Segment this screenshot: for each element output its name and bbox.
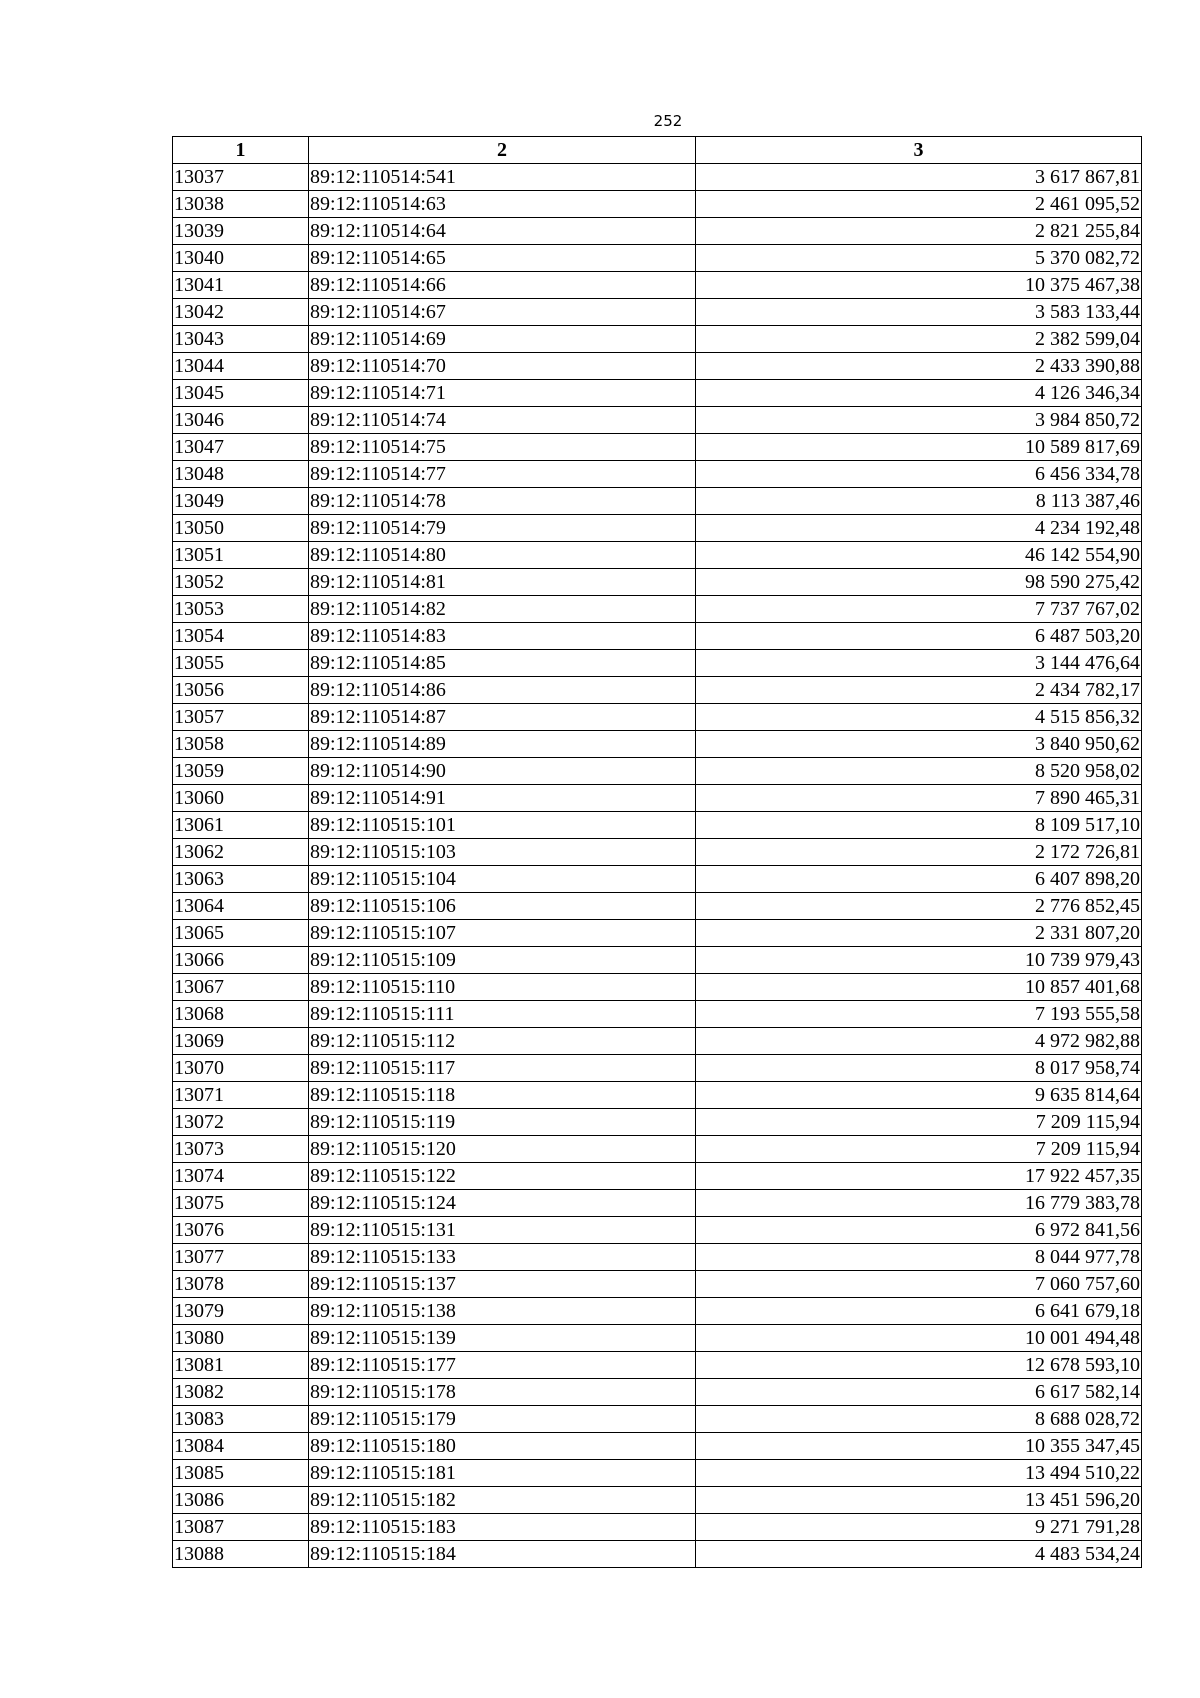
value-cell: 8 113 387,46 <box>696 488 1142 515</box>
table-row <box>173 218 1142 245</box>
cadastral-number-cell: 89:12:110514:81 <box>309 569 696 596</box>
value-cell: 8 520 958,02 <box>696 758 1142 785</box>
value-cell: 10 739 979,43 <box>696 947 1142 974</box>
table-row <box>173 704 1142 731</box>
cadastral-number-cell: 89:12:110514:70 <box>309 353 696 380</box>
value-cell: 8 044 977,78 <box>696 1244 1142 1271</box>
table-row <box>173 1352 1142 1379</box>
row-number-cell: 13048 <box>173 461 309 488</box>
cadastral-number-cell: 89:12:110514:78 <box>309 488 696 515</box>
cadastral-number-cell: 89:12:110515:112 <box>309 1028 696 1055</box>
row-number-cell: 13058 <box>173 731 309 758</box>
cadastral-number-cell: 89:12:110514:86 <box>309 677 696 704</box>
cadastral-number-cell: 89:12:110515:111 <box>309 1001 696 1028</box>
cadastral-number-cell: 89:12:110515:106 <box>309 893 696 920</box>
table-row <box>173 272 1142 299</box>
cadastral-number-cell: 89:12:110514:91 <box>309 785 696 812</box>
row-number-cell: 13062 <box>173 839 309 866</box>
row-number-cell: 13068 <box>173 1001 309 1028</box>
table-row <box>173 434 1142 461</box>
cadastral-number-cell: 89:12:110515:118 <box>309 1082 696 1109</box>
row-number-cell: 13038 <box>173 191 309 218</box>
table-row <box>173 920 1142 947</box>
table-row <box>173 623 1142 650</box>
row-number-cell: 13086 <box>173 1487 309 1514</box>
value-cell: 7 890 465,31 <box>696 785 1142 812</box>
value-cell: 9 635 814,64 <box>696 1082 1142 1109</box>
value-cell: 4 483 534,24 <box>696 1541 1142 1568</box>
value-cell: 4 515 856,32 <box>696 704 1142 731</box>
value-cell: 4 126 346,34 <box>696 380 1142 407</box>
cadastral-number-cell: 89:12:110515:120 <box>309 1136 696 1163</box>
table-row <box>173 380 1142 407</box>
value-cell: 3 984 850,72 <box>696 407 1142 434</box>
cadastral-number-cell: 89:12:110514:79 <box>309 515 696 542</box>
row-number-cell: 13053 <box>173 596 309 623</box>
value-cell: 8 017 958,74 <box>696 1055 1142 1082</box>
row-number-cell: 13041 <box>173 272 309 299</box>
value-cell: 3 583 133,44 <box>696 299 1142 326</box>
row-number-cell: 13044 <box>173 353 309 380</box>
row-number-cell: 13072 <box>173 1109 309 1136</box>
row-number-cell: 13060 <box>173 785 309 812</box>
cadastral-number-cell: 89:12:110514:71 <box>309 380 696 407</box>
row-number-cell: 13071 <box>173 1082 309 1109</box>
table-row <box>173 542 1142 569</box>
cadastral-number-cell: 89:12:110515:131 <box>309 1217 696 1244</box>
cadastral-number-cell: 89:12:110514:74 <box>309 407 696 434</box>
cadastral-number-cell: 89:12:110514:87 <box>309 704 696 731</box>
table-row <box>173 1325 1142 1352</box>
table-row <box>173 245 1142 272</box>
value-cell: 10 001 494,48 <box>696 1325 1142 1352</box>
value-cell: 10 375 467,38 <box>696 272 1142 299</box>
value-cell: 13 451 596,20 <box>696 1487 1142 1514</box>
cadastral-number-cell: 89:12:110514:83 <box>309 623 696 650</box>
cadastral-number-cell: 89:12:110514:82 <box>309 596 696 623</box>
value-cell: 8 109 517,10 <box>696 812 1142 839</box>
value-cell: 17 922 457,35 <box>696 1163 1142 1190</box>
table-row <box>173 731 1142 758</box>
row-number-cell: 13084 <box>173 1433 309 1460</box>
table-row <box>173 1406 1142 1433</box>
table-row <box>173 1460 1142 1487</box>
row-number-cell: 13043 <box>173 326 309 353</box>
cadastral-number-cell: 89:12:110514:64 <box>309 218 696 245</box>
cadastral-number-cell: 89:12:110515:133 <box>309 1244 696 1271</box>
value-cell: 2 434 782,17 <box>696 677 1142 704</box>
value-cell: 6 407 898,20 <box>696 866 1142 893</box>
table-row <box>173 353 1142 380</box>
cadastral-number-cell: 89:12:110515:117 <box>309 1055 696 1082</box>
cadastral-number-cell: 89:12:110514:69 <box>309 326 696 353</box>
value-cell: 3 840 950,62 <box>696 731 1142 758</box>
cadastral-number-cell: 89:12:110515:107 <box>309 920 696 947</box>
value-cell: 46 142 554,90 <box>696 542 1142 569</box>
row-number-cell: 13075 <box>173 1190 309 1217</box>
table-row <box>173 947 1142 974</box>
table-row <box>173 326 1142 353</box>
cadastral-number-cell: 89:12:110514:85 <box>309 650 696 677</box>
cadastral-value-table <box>172 136 1142 1568</box>
value-cell: 4 972 982,88 <box>696 1028 1142 1055</box>
row-number-cell: 13069 <box>173 1028 309 1055</box>
column-header-2: 2 <box>309 137 696 164</box>
value-cell: 7 193 555,58 <box>696 1001 1142 1028</box>
table-row <box>173 974 1142 1001</box>
value-cell: 6 487 503,20 <box>696 623 1142 650</box>
row-number-cell: 13070 <box>173 1055 309 1082</box>
table-row <box>173 1487 1142 1514</box>
table-row <box>173 1379 1142 1406</box>
table-row <box>173 1514 1142 1541</box>
cadastral-number-cell: 89:12:110515:110 <box>309 974 696 1001</box>
table-row <box>173 299 1142 326</box>
cadastral-number-cell: 89:12:110515:104 <box>309 866 696 893</box>
table-row <box>173 1163 1142 1190</box>
row-number-cell: 13065 <box>173 920 309 947</box>
cadastral-number-cell: 89:12:110515:183 <box>309 1514 696 1541</box>
row-number-cell: 13052 <box>173 569 309 596</box>
value-cell: 7 060 757,60 <box>696 1271 1142 1298</box>
value-cell: 7 737 767,02 <box>696 596 1142 623</box>
cadastral-number-cell: 89:12:110514:80 <box>309 542 696 569</box>
row-number-cell: 13078 <box>173 1271 309 1298</box>
table-row <box>173 839 1142 866</box>
value-cell: 2 382 599,04 <box>696 326 1142 353</box>
row-number-cell: 13039 <box>173 218 309 245</box>
table-row <box>173 893 1142 920</box>
row-number-cell: 13040 <box>173 245 309 272</box>
value-cell: 2 461 095,52 <box>696 191 1142 218</box>
cadastral-number-cell: 89:12:110514:66 <box>309 272 696 299</box>
row-number-cell: 13056 <box>173 677 309 704</box>
row-number-cell: 13074 <box>173 1163 309 1190</box>
table-row <box>173 1244 1142 1271</box>
row-number-cell: 13045 <box>173 380 309 407</box>
row-number-cell: 13079 <box>173 1298 309 1325</box>
cadastral-number-cell: 89:12:110515:178 <box>309 1379 696 1406</box>
row-number-cell: 13037 <box>173 164 309 191</box>
cadastral-number-cell: 89:12:110514:89 <box>309 731 696 758</box>
cadastral-number-cell: 89:12:110514:63 <box>309 191 696 218</box>
table-row <box>173 1271 1142 1298</box>
table-row <box>173 866 1142 893</box>
row-number-cell: 13067 <box>173 974 309 1001</box>
row-number-cell: 13049 <box>173 488 309 515</box>
value-cell: 10 355 347,45 <box>696 1433 1142 1460</box>
cadastral-number-cell: 89:12:110514:67 <box>309 299 696 326</box>
table-row <box>173 164 1142 191</box>
row-number-cell: 13046 <box>173 407 309 434</box>
value-cell: 12 678 593,10 <box>696 1352 1142 1379</box>
table-row <box>173 677 1142 704</box>
row-number-cell: 13059 <box>173 758 309 785</box>
table-row <box>173 1541 1142 1568</box>
table-row <box>173 650 1142 677</box>
row-number-cell: 13085 <box>173 1460 309 1487</box>
table-row <box>173 1001 1142 1028</box>
row-number-cell: 13082 <box>173 1379 309 1406</box>
row-number-cell: 13083 <box>173 1406 309 1433</box>
cadastral-number-cell: 89:12:110515:119 <box>309 1109 696 1136</box>
table-row <box>173 596 1142 623</box>
cadastral-number-cell: 89:12:110514:90 <box>309 758 696 785</box>
value-cell: 2 172 726,81 <box>696 839 1142 866</box>
table-row <box>173 812 1142 839</box>
row-number-cell: 13064 <box>173 893 309 920</box>
value-cell: 6 456 334,78 <box>696 461 1142 488</box>
cadastral-number-cell: 89:12:110515:184 <box>309 1541 696 1568</box>
table-row <box>173 1055 1142 1082</box>
table-row <box>173 461 1142 488</box>
table-header-row <box>173 137 1142 164</box>
cadastral-number-cell: 89:12:110515:137 <box>309 1271 696 1298</box>
row-number-cell: 13066 <box>173 947 309 974</box>
cadastral-number-cell: 89:12:110515:180 <box>309 1433 696 1460</box>
value-cell: 98 590 275,42 <box>696 569 1142 596</box>
value-cell: 4 234 192,48 <box>696 515 1142 542</box>
value-cell: 2 433 390,88 <box>696 353 1142 380</box>
value-cell: 2 821 255,84 <box>696 218 1142 245</box>
row-number-cell: 13050 <box>173 515 309 542</box>
row-number-cell: 13076 <box>173 1217 309 1244</box>
table-row <box>173 1217 1142 1244</box>
row-number-cell: 13061 <box>173 812 309 839</box>
value-cell: 7 209 115,94 <box>696 1109 1142 1136</box>
cadastral-number-cell: 89:12:110514:75 <box>309 434 696 461</box>
value-cell: 6 972 841,56 <box>696 1217 1142 1244</box>
cadastral-number-cell: 89:12:110515:138 <box>309 1298 696 1325</box>
row-number-cell: 13047 <box>173 434 309 461</box>
row-number-cell: 13081 <box>173 1352 309 1379</box>
table-row <box>173 1190 1142 1217</box>
cadastral-number-cell: 89:12:110514:65 <box>309 245 696 272</box>
value-cell: 6 641 679,18 <box>696 1298 1142 1325</box>
row-number-cell: 13055 <box>173 650 309 677</box>
value-cell: 8 688 028,72 <box>696 1406 1142 1433</box>
cadastral-number-cell: 89:12:110515:182 <box>309 1487 696 1514</box>
value-cell: 3 144 476,64 <box>696 650 1142 677</box>
table-row <box>173 1433 1142 1460</box>
cadastral-number-cell: 89:12:110514:541 <box>309 164 696 191</box>
table-row <box>173 407 1142 434</box>
row-number-cell: 13073 <box>173 1136 309 1163</box>
table-row <box>173 515 1142 542</box>
table-row <box>173 191 1142 218</box>
column-header-3: 3 <box>696 137 1142 164</box>
table-row <box>173 785 1142 812</box>
page-number: 252 <box>653 112 683 130</box>
row-number-cell: 13087 <box>173 1514 309 1541</box>
row-number-cell: 13080 <box>173 1325 309 1352</box>
row-number-cell: 13051 <box>173 542 309 569</box>
table-row <box>173 1298 1142 1325</box>
table-row <box>173 1136 1142 1163</box>
row-number-cell: 13077 <box>173 1244 309 1271</box>
cadastral-number-cell: 89:12:110515:181 <box>309 1460 696 1487</box>
cadastral-number-cell: 89:12:110515:177 <box>309 1352 696 1379</box>
cadastral-number-cell: 89:12:110515:179 <box>309 1406 696 1433</box>
cadastral-number-cell: 89:12:110515:101 <box>309 812 696 839</box>
table-row <box>173 569 1142 596</box>
value-cell: 3 617 867,81 <box>696 164 1142 191</box>
table-row <box>173 1028 1142 1055</box>
cadastral-number-cell: 89:12:110514:77 <box>309 461 696 488</box>
row-number-cell: 13063 <box>173 866 309 893</box>
table-row <box>173 488 1142 515</box>
value-cell: 16 779 383,78 <box>696 1190 1142 1217</box>
cadastral-number-cell: 89:12:110515:103 <box>309 839 696 866</box>
row-number-cell: 13042 <box>173 299 309 326</box>
column-header-1: 1 <box>173 137 309 164</box>
value-cell: 6 617 582,14 <box>696 1379 1142 1406</box>
table-body <box>173 164 1142 1568</box>
table-row <box>173 1082 1142 1109</box>
value-cell: 2 776 852,45 <box>696 893 1142 920</box>
row-number-cell: 13057 <box>173 704 309 731</box>
row-number-cell: 13054 <box>173 623 309 650</box>
cadastral-number-cell: 89:12:110515:109 <box>309 947 696 974</box>
value-cell: 10 589 817,69 <box>696 434 1142 461</box>
table-row <box>173 1109 1142 1136</box>
value-cell: 9 271 791,28 <box>696 1514 1142 1541</box>
table-row <box>173 758 1142 785</box>
value-cell: 5 370 082,72 <box>696 245 1142 272</box>
cadastral-number-cell: 89:12:110515:139 <box>309 1325 696 1352</box>
cadastral-number-cell: 89:12:110515:122 <box>309 1163 696 1190</box>
cadastral-number-cell: 89:12:110515:124 <box>309 1190 696 1217</box>
value-cell: 7 209 115,94 <box>696 1136 1142 1163</box>
value-cell: 10 857 401,68 <box>696 974 1142 1001</box>
row-number-cell: 13088 <box>173 1541 309 1568</box>
value-cell: 13 494 510,22 <box>696 1460 1142 1487</box>
value-cell: 2 331 807,20 <box>696 920 1142 947</box>
